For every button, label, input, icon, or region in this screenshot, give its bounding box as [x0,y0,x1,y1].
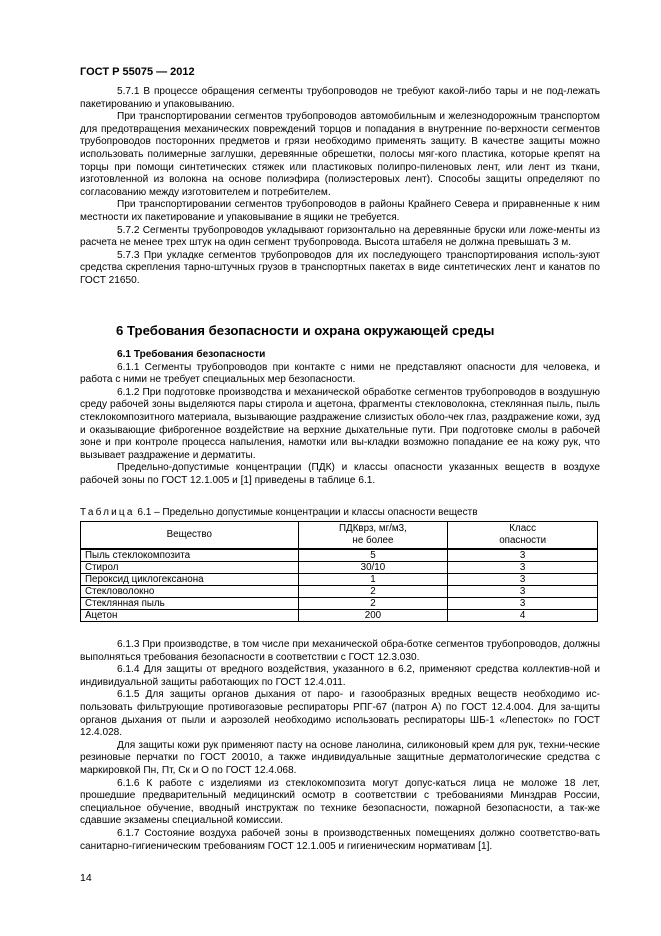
header-class [448,522,598,550]
paragraph: Предельно-допустимые концентрации (ПДК) и классы опасности указанных веществ в воздухе рабочей зоны по ГОСТ 12.1.005 и [1] приведены в таблице 6.1. [80,462,600,486]
table-row [81,586,598,598]
cell-pdk: 30/10 [298,562,448,574]
page-number: 14 [80,872,92,884]
section-6-1-continued-text [80,639,600,853]
table-row [81,598,598,610]
paragraph: 5.7.1 В процессе обращения сегменты трубопроводов не требуют какой-либо тары и не под-лежать пакетированию и упаковыванию. [80,86,600,110]
table-caption-word: Таблица [80,507,135,518]
cell-substance: Стеклянная пыль [81,598,299,610]
header-pdk-line1: ПДКврз, мг/м3, [339,523,407,534]
cell-class: 3 [448,549,598,562]
header-class-line1: Класс [509,523,536,534]
header-pdk-line2: не более [352,535,394,546]
table-row [81,562,598,574]
cell-class: 3 [448,562,598,574]
section-5-7-text [80,86,600,288]
table-row [81,549,598,562]
cell-class: 3 [448,574,598,586]
table-row [81,610,598,622]
cell-class: 3 [448,598,598,610]
cell-class: 3 [448,586,598,598]
cell-pdk: 200 [298,610,448,622]
cell-substance: Стекловолокно [81,586,299,598]
cell-pdk: 2 [298,586,448,598]
header-class-line2: опасности [499,535,547,546]
paragraph: 6.1.3 При производстве, в том числе при механической обра-ботке сегментов трубопроводов, должны выполняться требования безопасности в соответствии с ГОСТ 12.3.030. [80,639,600,663]
paragraph: 6.1.6 К работе с изделиями из стеклокомпозита могут допус-каться лица не моложе 18 лет, прошедшие предварительный медицинский осмотр в соответствии с требованиями Минздрав России, специальное обучение, вводный инструктаж по технике безопасности, пожарной безопасности, а так-же сдавшие экзамены специальной комиссии. [80,777,600,827]
paragraph: При транспортировании сегментов трубопроводов автомобильным и железнодорожным транспортом для предотвращения механических повреждений торцов и попадания в внутренние по-верхности сегментов трубопроводов посторонних предметов и грязи необходимо применять защиту. В качестве защиты можно использовать полимерные заглушки, деревянные обрешетки, полосы мяг-кого пластика, которые крепят на торцы при помощи синтетических стяжек или пластиковых полипро-пиленовых лент, или лент из ткани, изготовленной из волокна на основе полиэфира (полиэстеровых лент). Способы защиты определяют по согласованию между изготовителем и потребителем. [80,111,600,198]
table-caption-text: 6.1 – Предельно допустимые концентрации и классы опасности веществ [134,507,478,518]
paragraph: 6.1.1 Сегменты трубопроводов при контакте с ними не представляют опасности для человека, и работа с ними не требует специальных мер безопасности. [80,361,600,386]
section-6-1-text [80,349,600,488]
cell-substance: Стирол [81,562,299,574]
paragraph: 5.7.2 Сегменты трубопроводов укладывают горизонтально на деревянные бруски или ложе-менты из расчета не менее трех штук на один сегмент трубопровода. Высота штабеля не должна превышать 3 м. [80,224,600,249]
cell-substance: Ацетон [81,610,299,622]
paragraph: При транспортировании сегментов трубопроводов в районы Крайнего Севера и приравненные к ним местности их пакетирование и упаковывание в ящики не требуется. [80,199,600,223]
paragraph: 6.1.5 Для защиты органов дыхания от паро- и газообразных вредных веществ необходимо ис-пользовать фильтрующие противогазовые респираторы РПГ-67 (патрон А) по ГОСТ 12.4.004. Для за-щиты органов дыхания от пыли и аэрозолей необходимо использовать респираторы ШБ-1 «Лепесток» по ГОСТ 12.4.028. [80,689,600,739]
cell-pdk: 5 [298,549,448,562]
subsection-title: 6.1 Требования безопасности [117,349,266,360]
section-title: 6 Требования безопасности и охрана окружающей среды [116,323,495,338]
paragraph: Для защиты кожи рук применяют пасту на основе ланолина, силиконовый крем для рук, техни-ческие резиновые перчатки по ГОСТ 20010, а также индивидуальные защитные дерматологические средства с маркировкой Пн, Пт, Ск и О по ГОСТ 12.4.068. [80,739,600,776]
concentration-table [80,521,598,622]
cell-substance: Пыль стеклокомпозита [81,549,299,562]
cell-class: 4 [448,610,598,622]
table-caption [80,507,478,518]
document-header: ГОСТ Р 55075 — 2012 [80,66,195,78]
table-header-row [81,522,598,550]
header-pdk [298,522,448,550]
paragraph: 5.7.3 При укладке сегментов трубопроводов для их последующего транспортирования исполь-зуют средства скрепления тарно-штучных грузов в транспортных пакетах в виде синтетических лент и канатов по ГОСТ 21650. [80,249,600,286]
cell-pdk: 2 [298,598,448,610]
paragraph: 6.1.4 Для защиты от вредного воздействия, указанного в 6.2, применяют средства коллектив-ной и индивидуальной защиты работающих по ГОСТ 12.4.011. [80,664,600,688]
paragraph: 6.1.7 Состояние воздуха рабочей зоны в производственных помещениях должно соответство-вать санитарно-гигиеническим требованиям ГОСТ 12.1.005 и гигиеническим нормативам [1]. [80,827,600,852]
cell-substance: Пероксид циклогексанона [81,574,299,586]
table-row [81,574,598,586]
cell-pdk: 1 [298,574,448,586]
paragraph: 6.1.2 При подготовке производства и механической обработке сегментов трубопроводов в воздушную среду рабочей зоны выделяются пары стирола и ацетона, фрагменты стекловолокна, стеклянная пыль, пыль стеклокомпозитного материала, вызывающие раздражение слизистых оболо-чек глаз, раздражение кожи, зуд и оказывающие фиброгенное воздействие на верхние дыхательные пути. При подготовке смолы в рабочей зоне и при контроле процесса напыления, намотки или вы-кладки возможно попадание ее на кожу рук, что вызывает раздражение и дерматиты. [80,386,600,461]
header-substance: Вещество [81,522,299,550]
